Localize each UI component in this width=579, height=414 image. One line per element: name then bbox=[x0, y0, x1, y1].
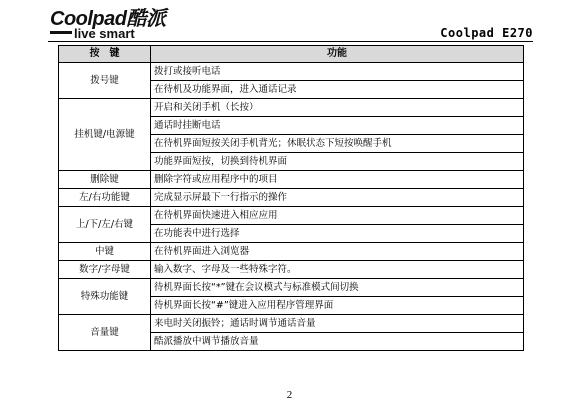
table-row bbox=[59, 243, 524, 261]
logo-sub-text: live smart bbox=[74, 26, 135, 41]
table-row bbox=[59, 207, 524, 225]
function-cell: 在待机界面短按关闭手机背光；休眠状态下短按唤醒手机 bbox=[151, 135, 524, 153]
function-cell: 完成显示屏最下一行指示的操作 bbox=[151, 189, 524, 207]
function-cell: 开启和关闭手机（长按） bbox=[151, 99, 524, 117]
key-function-table bbox=[58, 45, 524, 351]
key-cell: 数字/字母键 bbox=[59, 261, 151, 279]
function-cell: 酷派播放中调节播放音量 bbox=[151, 333, 524, 351]
table-row bbox=[59, 261, 524, 279]
key-cell: 删除键 bbox=[59, 171, 151, 189]
key-cell: 左/右功能键 bbox=[59, 189, 151, 207]
function-cell: 待机界面长按“*”键在会议模式与标准模式间切换 bbox=[151, 279, 524, 297]
function-cell: 输入数字、字母及一些特殊字符。 bbox=[151, 261, 524, 279]
function-cell: 通话时挂断电话 bbox=[151, 117, 524, 135]
function-cell: 在待机界面进入浏览器 bbox=[151, 243, 524, 261]
function-cell: 拨打或接听电话 bbox=[151, 63, 524, 81]
page-number: 2 bbox=[286, 389, 293, 401]
function-cell: 在功能表中进行选择 bbox=[151, 225, 524, 243]
table-row bbox=[59, 99, 524, 117]
model-name: Coolpad E270 bbox=[440, 26, 533, 40]
key-cell: 拨号键 bbox=[59, 63, 151, 99]
function-cell: 待机界面长按“#”键进入应用程序管理界面 bbox=[151, 297, 524, 315]
table-row bbox=[59, 189, 524, 207]
logo-main-text: Coolpad酷派 bbox=[50, 8, 166, 30]
table-header-row bbox=[59, 46, 524, 63]
table-row bbox=[59, 171, 524, 189]
key-cell: 挂机键/电源键 bbox=[59, 99, 151, 171]
header-rule bbox=[48, 41, 533, 42]
table-row bbox=[59, 315, 524, 333]
key-cell: 上/下/左/右键 bbox=[59, 207, 151, 243]
function-cell: 功能界面短按，切换到待机界面 bbox=[151, 153, 524, 171]
header-key: 按 键 bbox=[59, 46, 151, 63]
logo-bar bbox=[50, 31, 72, 34]
header-function: 功能 bbox=[151, 46, 524, 63]
table-row bbox=[59, 279, 524, 297]
key-cell: 特殊功能键 bbox=[59, 279, 151, 315]
function-cell: 在待机及功能界面，进入通话记录 bbox=[151, 81, 524, 99]
key-cell: 中键 bbox=[59, 243, 151, 261]
function-cell: 在待机界面快速进入相应应用 bbox=[151, 207, 524, 225]
coolpad-logo bbox=[50, 9, 180, 43]
function-cell: 来电时关闭振铃；通话时调节通话音量 bbox=[151, 315, 524, 333]
function-cell: 删除字符或应用程序中的项目 bbox=[151, 171, 524, 189]
table-row bbox=[59, 63, 524, 81]
key-cell: 音量键 bbox=[59, 315, 151, 351]
